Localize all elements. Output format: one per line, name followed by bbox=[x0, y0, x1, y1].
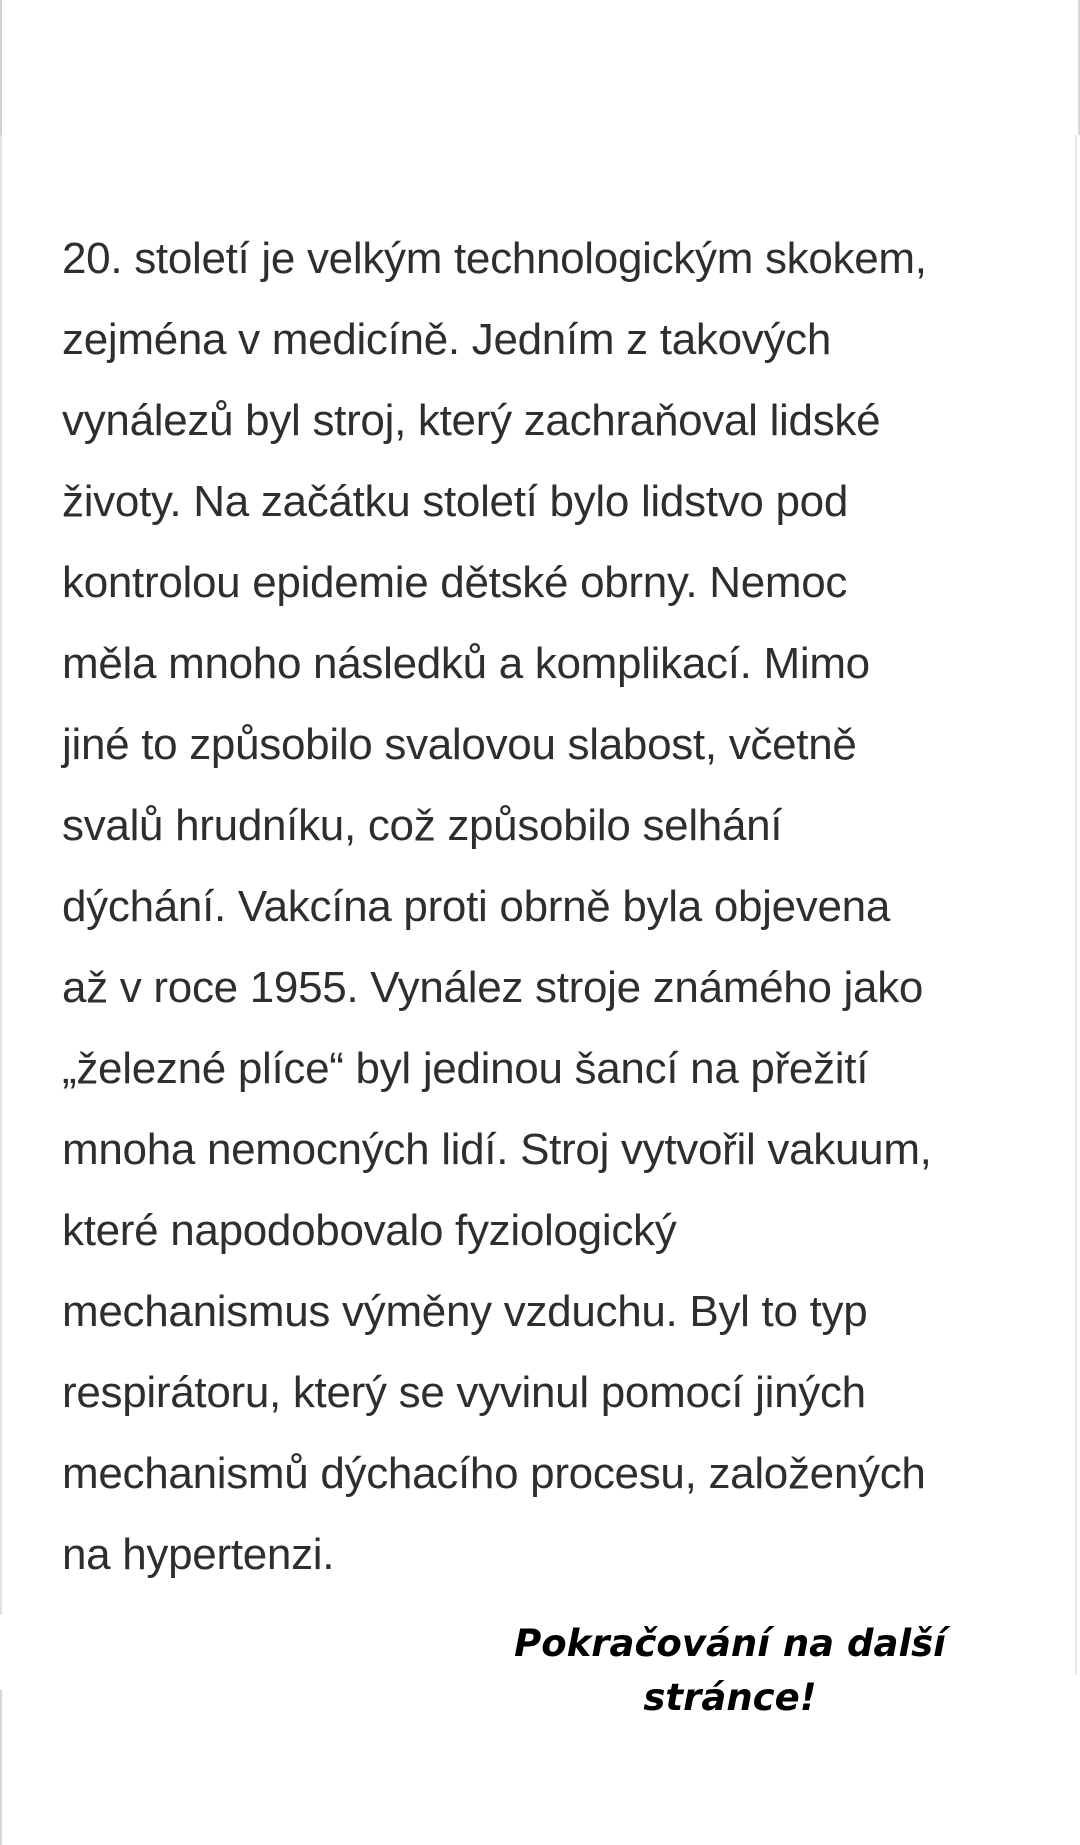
article-line: životy. Na začátku století bylo lidstvo pod bbox=[62, 477, 848, 526]
article-line: na hypertenzi. bbox=[62, 1530, 335, 1579]
page-edge-top-left bbox=[0, 0, 2, 135]
article-line: dýchání. Vakcína proti obrně byla objevena bbox=[62, 882, 891, 931]
continue-note bbox=[440, 1617, 1020, 1725]
article-line: „železné plíce“ byl jedinou šancí na přežití bbox=[62, 1044, 869, 1093]
article-line: vynálezů byl stroj, který zachraňoval lidské bbox=[62, 396, 881, 445]
article-line: svalů hrudníku, což způsobilo selhání bbox=[62, 801, 783, 850]
continue-note-line: stránce! bbox=[643, 1676, 817, 1719]
article-line: měla mnoho následků a komplikací. Mimo bbox=[62, 639, 870, 688]
article-line: jiné to způsobilo svalovou slabost, včetně bbox=[62, 720, 857, 769]
page-edge-left bbox=[0, 135, 2, 1615]
article-line: zejména v medicíně. Jedním z takových bbox=[62, 315, 832, 364]
article-line: respirátoru, který se vyvinul pomocí jiných bbox=[62, 1368, 866, 1417]
page-edge-right bbox=[1075, 135, 1077, 1675]
continue-note-line: Pokračování na další bbox=[514, 1622, 946, 1665]
article-line: 20. století je velkým technologickým skokem, bbox=[62, 234, 927, 283]
article-line: které napodobovalo fyziologický bbox=[62, 1206, 677, 1255]
page-edge-left-bottom bbox=[0, 1690, 2, 1845]
article-line: mechanismů dýchacího procesu, založených bbox=[62, 1449, 926, 1498]
article-line: mnoha nemocných lidí. Stroj vytvořil vakuum, bbox=[62, 1125, 932, 1174]
article-line: kontrolou epidemie dětské obrny. Nemoc bbox=[62, 558, 848, 607]
article-line: až v roce 1955. Vynález stroje známého jako bbox=[62, 963, 924, 1012]
article-body bbox=[62, 218, 1042, 1595]
article-line: mechanismus výměny vzduchu. Byl to typ bbox=[62, 1287, 868, 1336]
